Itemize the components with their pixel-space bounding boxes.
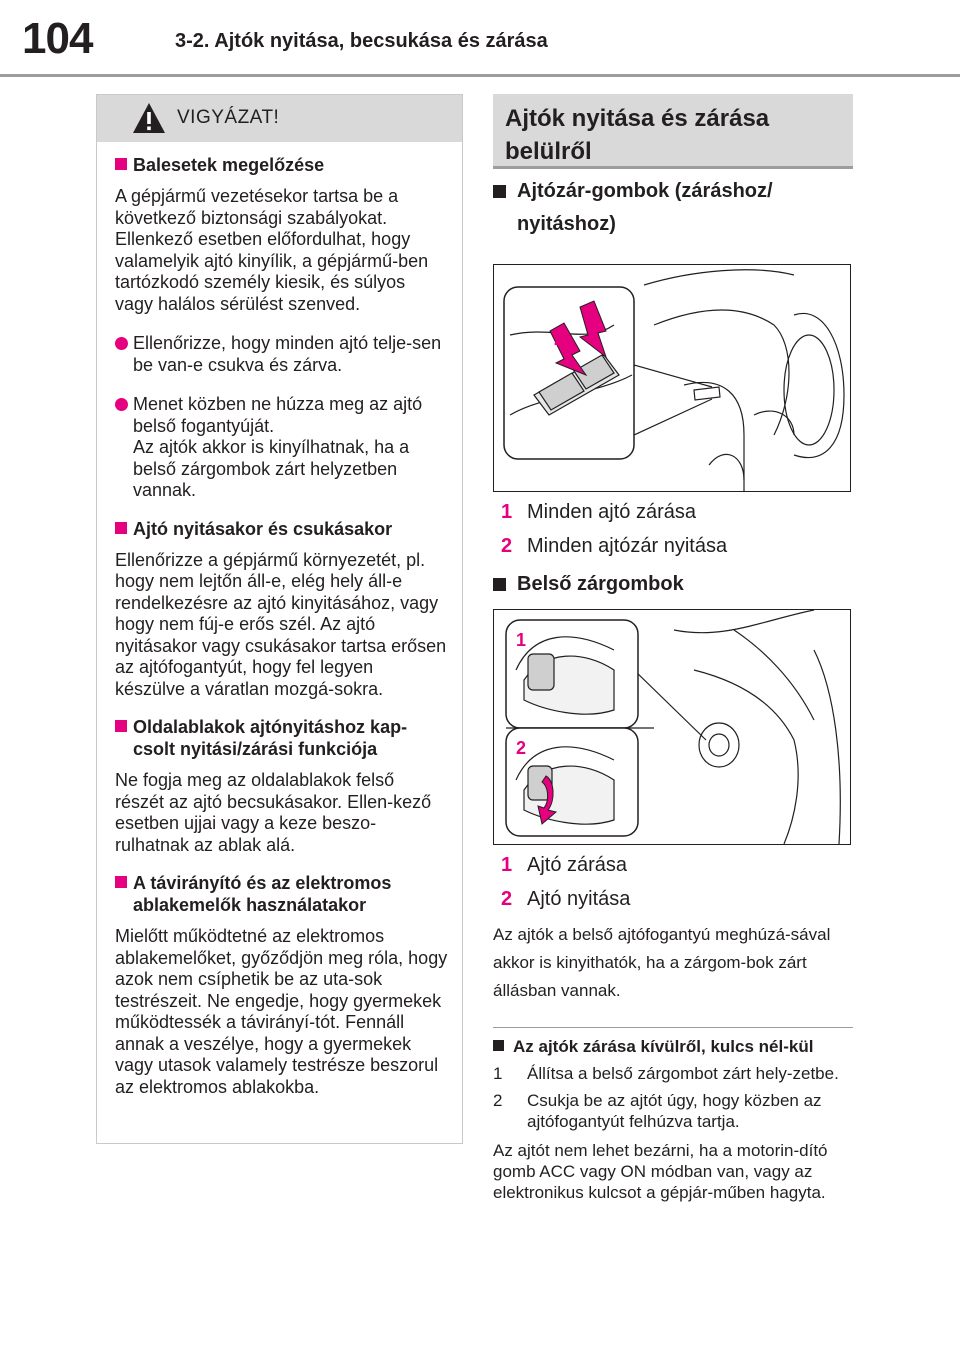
door-lock-switches-heading: Ajtózár-gombok (záráshoz/ nyitáshoz) [493, 175, 853, 241]
step-item: 1 Minden ajtó zárása [501, 501, 696, 523]
main-column [493, 94, 853, 1203]
inside-lock-buttons-heading: Belső zárgombok [493, 568, 853, 601]
figure-label: 1 [588, 304, 599, 324]
heading-square-icon [493, 1040, 504, 1051]
section-square-icon [115, 158, 127, 170]
warning-triangle-icon [131, 101, 167, 135]
warning-paragraph: Ellenőrizze a gépjármű környezetét, pl. hogy nem lejtőn áll-e, elég hely áll-e rendelkezésre az ajtó kinyitásához, vagy hogy nem fúj-e erős szél. Az ajtó nyitásakor vagy csukásakor tartsa erősen az ajtófogantyút, hogy fel legyen készülve a váratlan mozgá-sokra. [115, 549, 447, 699]
figure-label: 2 [516, 738, 527, 758]
door-lock-switch-figure [493, 264, 851, 492]
warning-section-heading: A távirányító és az elektromos ablakemelők használatakor [115, 872, 448, 916]
bullet-dot-icon [115, 398, 128, 411]
header-divider [0, 74, 960, 77]
warning-paragraph: A gépjármű vezetésekor tartsa be a következő biztonsági szabályokat. Ellenkező esetben előfordulhat, hogy valamelyik ajtó kinyílik, a gépjármű-ben tartózkodó személy kiesik, és súlyos vagy halálos sérülést szenved. [115, 186, 429, 314]
door-lock-switch-illustration [494, 265, 850, 491]
inside-lock-button-figure [493, 609, 851, 845]
warning-header [97, 95, 462, 142]
step-item: 1 Ajtó zárása [501, 854, 628, 876]
page-number: 104 [22, 14, 93, 63]
heading-square-icon [493, 578, 506, 591]
warning-bullet: Menet közben ne húzza meg az ajtó belső fogantyúját. Az ajtók akkor is kinyílhatnak, ha a belső zárgombok zárt helyzetben vannak. [115, 394, 448, 502]
step-item: 2 Ajtó nyitása [501, 888, 631, 910]
step-item: 2 Csukja be az ajtót úgy, hogy közben az ajtófogantyút felhúzva tartja. [493, 1091, 822, 1131]
section-divider [493, 1027, 853, 1028]
lock-without-key-heading: Az ajtók zárása kívülről, kulcs nél-kül [493, 1036, 853, 1057]
page-header [0, 0, 960, 78]
figure-label: 2 [554, 329, 565, 349]
warning-box [96, 94, 463, 1144]
section-title-line2: belülről [505, 138, 592, 165]
inside-lock-button-illustration [494, 610, 850, 844]
step-item: 1 Állítsa a belső zárgombot zárt hely-zetbe. [493, 1064, 839, 1083]
lock-without-key-paragraph: Az ajtót nem lehet bezárni, ha a motorin-dító gomb ACC vagy ON módban van, vagy az elektronikus kulcsot a gépjár-műben hagyta. [493, 1141, 828, 1202]
section-title-line1: Ajtók nyitása és zárása [505, 105, 770, 132]
warning-section-heading: Oldalablakok ajtónyitáshoz kap-csolt nyitási/zárási funkciója [115, 716, 448, 760]
step-item: 2 Minden ajtózár nyitása [501, 535, 728, 557]
warning-paragraph: Ne fogja meg az oldalablakok felső részét az ajtó becsukásakor. Ellen-kező esetben ujjai vagy a keze beszo-rulhatnak az ablak alá. [115, 770, 432, 855]
inside-lock-note: Az ajtók a belső ajtófogantyú meghúzá-sával akkor is kinyithatók, ha a zárgom-bok zárt állásban vannak. [493, 925, 831, 1000]
chapter-title: 3-2. Ajtók nyitása, becsukása és zárása [175, 30, 548, 52]
section-square-icon [115, 522, 127, 534]
warning-section-heading: Balesetek megelőzése [115, 154, 448, 176]
section-square-icon [115, 876, 127, 888]
section-title-box [493, 94, 853, 169]
heading-square-icon [493, 185, 506, 198]
warning-title: VIGYÁZAT! [177, 107, 280, 128]
figure-label: 1 [516, 630, 527, 650]
bullet-dot-icon [115, 337, 128, 350]
warning-bullet: Ellenőrizze, hogy minden ajtó telje-sen be van-e csukva és zárva. [115, 333, 448, 376]
warning-section-heading: Ajtó nyitásakor és csukásakor [115, 518, 448, 540]
warning-paragraph: Mielőtt működtetné az elektromos ablakemelőket, győződjön meg róla, hogy azok nem csíphetik be az uta-sok testrészeit. Ne engedje, hogy gyermekek működtessék a távirányí-tót. Fennáll annak a veszélye, hogy a gyermekek vagy utasok valamely testrésze beszorul az elektromos ablakokba. [115, 926, 448, 1097]
section-square-icon [115, 720, 127, 732]
